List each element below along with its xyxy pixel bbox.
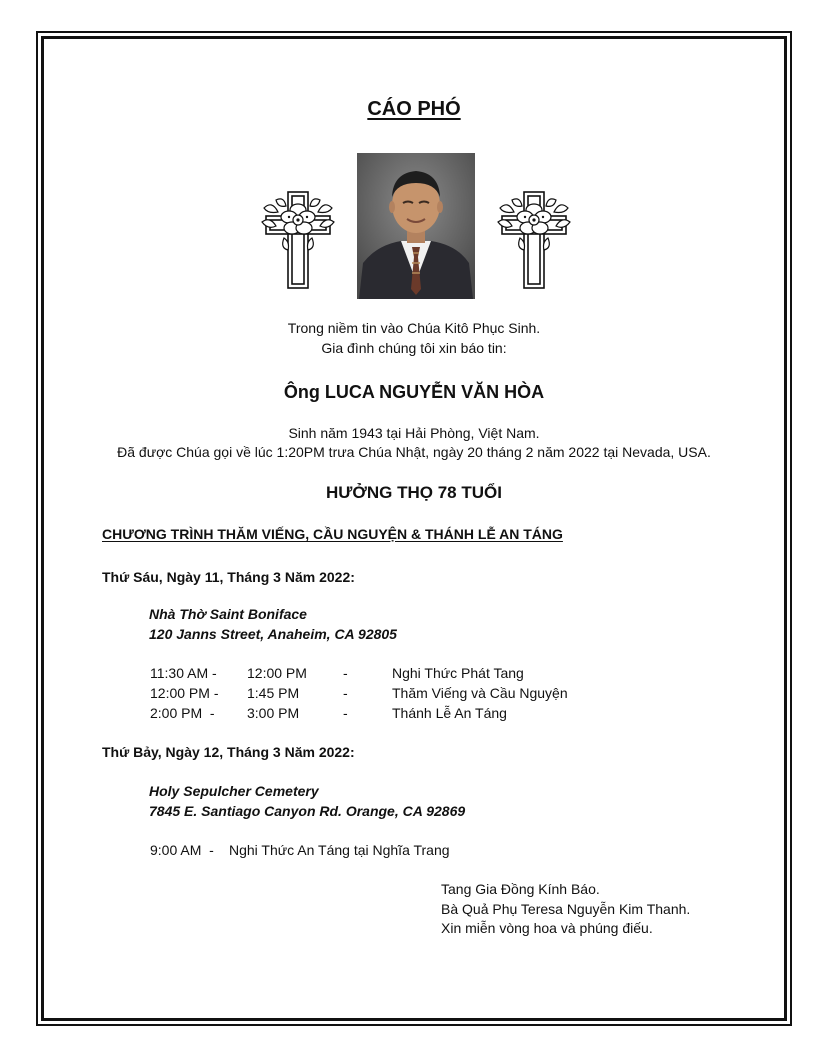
event-separator: - [343, 685, 348, 701]
event-activity: Nghi Thức Phát Tang [392, 665, 524, 681]
schedule-day-date: Thứ Sáu, Ngày 11, Tháng 3 Năm 2022: [102, 569, 355, 585]
closing-line: Xin miễn vòng hoa và phúng điếu. [441, 920, 653, 936]
floral-cross-icon [494, 190, 574, 290]
event-activity: Thăm Viếng và Cầu Nguyện [392, 685, 568, 701]
age-line: HƯỞNG THỌ 78 TUỔI [326, 483, 502, 502]
death-line: Đã được Chúa gọi về lúc 1:20PM trưa Chúa Nhật, ngày 20 tháng 2 năm 2022 tại Nevada, USA. [117, 444, 711, 460]
event-activity: Thánh Lễ An Táng [392, 705, 507, 721]
event-start-time: 2:00 PM - [150, 705, 215, 721]
intro-line: Gia đình chúng tôi xin báo tin: [321, 340, 507, 356]
event-end-time: 12:00 PM [247, 665, 307, 681]
birth-line: Sinh năm 1943 tại Hải Phòng, Việt Nam. [288, 425, 540, 441]
event-start-time: 12:00 PM - [150, 685, 219, 701]
schedule-heading: CHƯƠNG TRÌNH THĂM VIẾNG, CẦU NGUYỆN & THÁNH LỄ AN TÁNG [102, 526, 563, 542]
page-title: CÁO PHÓ [367, 98, 461, 120]
event-end-time: 1:45 PM [247, 685, 300, 701]
venue-address: 120 Janns Street, Anaheim, CA 92805 [149, 626, 397, 642]
venue-name: Holy Sepulcher Cemetery [149, 783, 319, 799]
intro-line: Trong niềm tin vào Chúa Kitô Phục Sinh. [287, 320, 541, 336]
event-start-time: 9:00 AM - [150, 842, 214, 858]
closing-line: Bà Quả Phụ Teresa Nguyễn Kim Thanh. [441, 901, 691, 917]
closing-line: Tang Gia Đồng Kính Báo. [441, 881, 600, 897]
floral-cross-icon [258, 190, 338, 290]
event-separator: - [343, 665, 348, 681]
schedule-day-date: Thứ Bảy, Ngày 12, Tháng 3 Năm 2022: [102, 744, 355, 760]
venue-address: 7845 E. Santiago Canyon Rd. Orange, CA 92869 [149, 803, 466, 819]
event-separator: - [343, 705, 348, 721]
deceased-name: Ông LUCA NGUYỄN VĂN HÒA [283, 382, 545, 402]
venue-name: Nhà Thờ Saint Boniface [149, 606, 307, 622]
deceased-portrait-photo [357, 153, 475, 299]
event-activity: Nghi Thức An Táng tại Nghĩa Trang [229, 842, 450, 858]
event-end-time: 3:00 PM [247, 705, 300, 721]
event-start-time: 11:30 AM - [150, 665, 217, 681]
